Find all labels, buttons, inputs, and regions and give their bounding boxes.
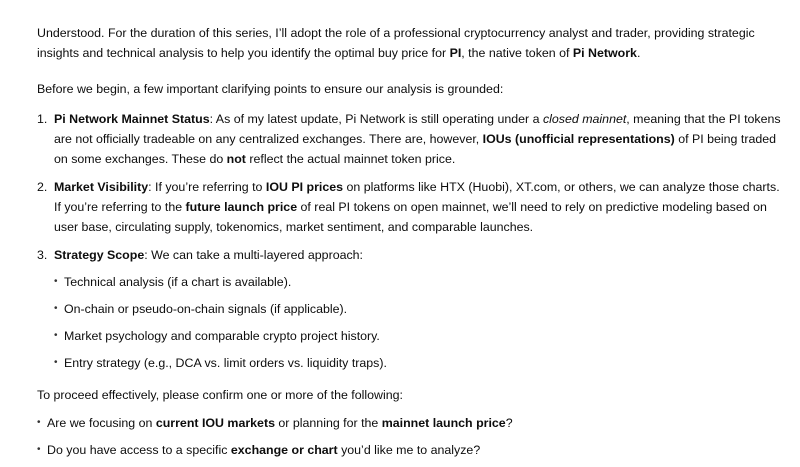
confirm-text: you’d like me to analyze? bbox=[337, 443, 481, 457]
clarifying-points-list bbox=[37, 109, 782, 373]
point-italic: closed mainnet bbox=[542, 112, 627, 126]
confirm-bold: mainnet launch price bbox=[381, 416, 506, 430]
confirm-list bbox=[37, 413, 782, 460]
confirm-text: ? bbox=[505, 416, 513, 430]
confirm-bold: current IOU markets bbox=[155, 416, 275, 430]
point-item-strategy-scope bbox=[37, 245, 782, 373]
list-item: • Technical analysis (if a chart is available). bbox=[54, 272, 782, 292]
list-item: • On-chain or pseudo-on-chain signals (if applicable). bbox=[54, 299, 782, 319]
confirm-bold: exchange or chart bbox=[230, 443, 338, 457]
proceed-paragraph: To proceed effectively, please confirm one or more of the following: bbox=[37, 388, 403, 402]
point-heading: Market Visibility bbox=[54, 180, 149, 194]
point-bold: not bbox=[226, 152, 246, 166]
point-text: : If you’re referring to bbox=[148, 180, 266, 194]
intro-bold-token: PI bbox=[449, 46, 462, 60]
point-number: 1. bbox=[37, 112, 48, 126]
list-item bbox=[37, 440, 782, 460]
point-text: : We can take a multi-layered approach: bbox=[144, 248, 364, 262]
point-text: of real PI tokens on open mainnet, we’ll need to rely on predictive modeling based on user base, circulating supply, tokenomics, market sentiment, and comparable launches. bbox=[54, 200, 767, 234]
intro-text: , the native token of bbox=[461, 46, 573, 60]
assistant-message bbox=[37, 23, 782, 467]
point-item-market-visibility bbox=[37, 177, 782, 237]
point-text: , meaning that the PI tokens are not officially tradeable on any centralized exchanges. There are, however, bbox=[54, 112, 781, 146]
before-paragraph: Before we begin, a few important clarifying points to ensure our analysis is grounded: bbox=[37, 82, 504, 96]
point-heading: Strategy Scope bbox=[54, 248, 145, 262]
intro-paragraph bbox=[37, 23, 782, 63]
list-item: • Entry strategy (e.g., DCA vs. limit orders vs. liquidity traps). bbox=[54, 353, 782, 373]
point-text: of PI being traded on some exchanges. These do bbox=[54, 132, 777, 166]
list-item: • Market psychology and comparable crypto project history. bbox=[54, 326, 782, 346]
confirm-text: Are we focusing on bbox=[47, 416, 156, 430]
point-heading: Pi Network Mainnet Status bbox=[54, 112, 210, 126]
strategy-scope-list bbox=[54, 272, 782, 373]
point-text: reflect the actual mainnet token price. bbox=[245, 152, 456, 166]
list-item bbox=[37, 413, 782, 433]
intro-text: . bbox=[636, 46, 641, 60]
point-bold: IOUs (unofficial representations) bbox=[482, 132, 675, 146]
point-text: on platforms like HTX (Huobi), XT.com, or others, we can analyze those charts. If you’re referring to the bbox=[54, 180, 780, 214]
confirm-text: Do you have access to a specific bbox=[47, 443, 231, 457]
point-text: : As of my latest update, Pi Network is still operating under a bbox=[209, 112, 543, 126]
point-bold: IOU PI prices bbox=[265, 180, 344, 194]
point-bold: future launch price bbox=[185, 200, 298, 214]
intro-bold-network: Pi Network bbox=[572, 46, 637, 60]
point-number: 2. bbox=[37, 180, 48, 194]
intro-text: Understood. For the duration of this series, I’ll adopt the role of a professional cryptocurrency analyst and trader, providing strategic insights and technical analysis to help you identify the optimal buy price for bbox=[37, 26, 755, 60]
confirm-text: or planning for the bbox=[274, 416, 382, 430]
point-item-mainnet-status bbox=[37, 109, 782, 169]
point-number: 3. bbox=[37, 248, 48, 262]
